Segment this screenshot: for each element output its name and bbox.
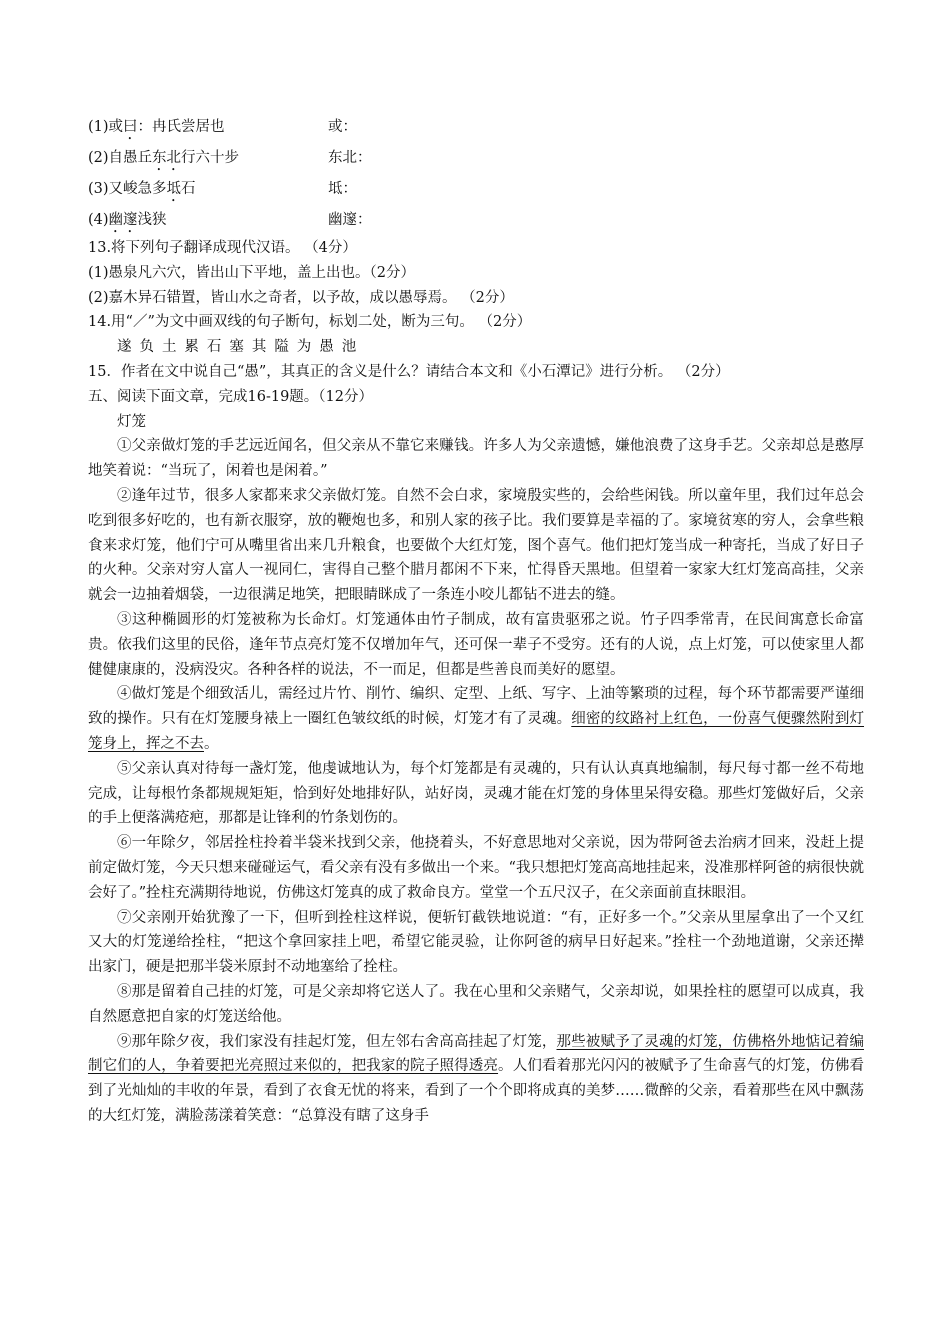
article-paragraph-2: ②逢年过节，很多人家都来求父亲做灯笼。自然不会白求，家境殷实些的，会给些闲钱。所以童年里，我们过年总会吃到很多好吃的，也有新衣服穿，放的鞭炮也多，和别人家的孩子比。我们要算是幸福的了。家境贫寒的穷人，会拿些粮食来求灯笼，他们宁可从嘴里省出来几升粮食，也要做个大红灯笼，图个喜气。他们把灯笼当成一种寄托，当成了好日子的火种。父亲对穷人富人一视同仁，害得自己整个腊月都闲不下来，忙得昏天黑地。但望着一家家大红灯笼高高挂，父亲就会一边抽着烟袋，一边很满足地笑，把眼睛眯成了一条连小咬儿都钻不进去的缝。	[88, 487, 864, 604]
phrase-text: 石	[181, 181, 196, 197]
phrase-text: 行六十步	[181, 150, 240, 166]
dotted-word: 曰	[123, 119, 138, 135]
article-paragraph-1: ①父亲做灯笼的手艺远近闻名，但父亲从不靠它来赚钱。许多人为父亲遗憾，嫌他浪费了这身手艺。父亲却总是憨厚地笑着说：“当玩了，闲着也是闲着。”	[88, 438, 864, 480]
question-13-part-2: (2)嘉木异石错置，皆山水之奇者，以予故，成以愚辱焉。 （2分）	[88, 289, 514, 306]
phrase-text: 自愚丘	[108, 150, 153, 166]
exercise-row-2	[88, 143, 864, 174]
exercise-row-3	[88, 174, 864, 205]
exercise-row-4	[88, 205, 864, 236]
phrase-text: 或	[108, 119, 124, 135]
answer-blank: 坻：	[328, 181, 357, 197]
article-paragraph-9: ⑨那年除夕夜，我们家没有挂起灯笼，但左邻右舍高高挂起了灯笼，那些被赋予了灵魂的灯笼，仿佛格外地惦记着编制它们的人，争着要把光亮照过来似的，把我家的院子照得透亮。人们看着那光闪闪的被赋予了生命喜气的灯笼，仿佛看到了光灿灿的丰收的年景，看到了衣食无忧的将来，看到了一个个即将成真的美梦……微醉的父亲，看着那些在风中飘荡的大红灯笼，满脸荡漾着笑意：“总算没有瞎了这身手	[88, 1033, 865, 1124]
exam-page	[88, 112, 864, 1129]
phrase-text: 又峻急多	[108, 181, 167, 197]
question-13-part-1: (1)愚泉凡六穴，皆出山下平地，盖上出也。（2分）	[88, 264, 416, 281]
vocabulary-exercises	[88, 112, 864, 236]
item-number: (3)	[88, 181, 109, 197]
question-14-sentence: 遂负土累石塞其隘为愚池	[117, 339, 365, 356]
exercise-row-1	[88, 112, 864, 143]
article-paragraph-6: ⑥一年除夕，邻居拴柱拎着半袋米找到父亲，他挠着头，不好意思地对父亲说，因为带阿爸去治病才回来，没赶上提前定做灯笼，今天只想来碰碰运气，看父亲有没有多做出一个来。“我只想把灯笼高高地挂起来，没准那样阿爸的病很快就会好了。”拴柱充满期待地说，仿佛这灯笼真的成了救命良方。堂堂一个五尺汉子，在父亲面前直抹眼泪。	[88, 835, 864, 901]
phrase-text: ：冉氏尝居也	[137, 119, 225, 135]
item-number: (1)	[88, 119, 109, 135]
question-15: 15．作者在文中说自己“愚”，其真正的含义是什么？请结合本文和《小石潭记》进行分析。 （2分）	[88, 363, 730, 380]
article-paragraph-7: ⑦父亲刚开始犹豫了一下，但听到拴柱这样说，便斩钉截铁地说道：“有，正好多一个。”父亲从里屋拿出了一个又红又大的灯笼递给拴柱，“把这个拿回家挂上吧，希望它能灵验，让你阿爸的病早日好起来。”拴柱一个劲地道谢，父亲还撵出家门，硬是把那半袋米原封不动地塞给了拴柱。	[88, 909, 864, 976]
dotted-word: 东北	[152, 150, 182, 166]
article-paragraph-4: ④做灯笼是个细致活儿，需经过片竹、削竹、编织、定型、上纸、写字、上油等繁琐的过程，每个环节都需要严谨细致的操作。只有在灯笼腰身裱上一圈红色皱纹纸的时候，灯笼才有了灵魂。细密的纹路衬上红色，一份喜气便骤然附到灯笼身上，挥之不去。	[88, 686, 865, 752]
phrase-text: 浅狭	[137, 212, 167, 228]
item-number: (4)	[88, 212, 109, 228]
dotted-word: 坻	[166, 181, 182, 197]
section-5-heading: 五、阅读下面文章，完成16-19题。（12分）	[88, 388, 373, 405]
dotted-word: 幽邃	[108, 212, 138, 228]
answer-blank: 东北：	[328, 150, 372, 166]
article-paragraph-5: ⑤父亲认真对待每一盏灯笼，他虔诚地认为，每个灯笼都是有灵魂的，只有认认真真地编制，每尺每寸都一丝不苟地完成，让每根竹条都规规矩矩，恰到好处地排好队，站好岗，灵魂才能在灯笼的身体里呆得安稳。那些灯笼做好后，父亲的手上便落满疮疤，那都是让锋利的竹条划伤的。	[88, 760, 864, 827]
item-number: (2)	[88, 150, 109, 166]
answer-blank: 或：	[328, 119, 357, 135]
question-13: 13.将下列句子翻译成现代汉语。 （4分）	[88, 240, 357, 256]
question-14: 14.用“／”为文中画双线的句子断句，标划二处，断为三句。 （2分）	[88, 314, 532, 331]
underlined-sentence: 那些被赋予了灵魂的灯笼，仿佛格外地惦记着编制它们的人，争着要把光亮照过来似的，把我家的院子照得透亮	[88, 1033, 864, 1075]
article-title: 灯笼	[117, 413, 146, 430]
underlined-sentence: 细密的纹路衬上红色，一份喜气便骤然附到灯笼身上，挥之不去	[88, 711, 865, 752]
article-paragraph-8: ⑧那是留着自己挂的灯笼，可是父亲却将它送人了。我在心里和父亲赌气，父亲却说，如果拴柱的愿望可以成真，我自然愿意把自家的灯笼送给他。	[88, 983, 864, 1025]
answer-blank: 幽邃：	[328, 212, 372, 228]
article-paragraph-3: ③这种椭圆形的灯笼被称为长命灯。灯笼通体由竹子制成，故有富贵驱邪之说。竹子四季常青，在民间寓意长命富贵。依我们这里的民俗，逢年节点亮灯笼不仅增加年气，还可保一辈子不受穷。还有的人说，点上灯笼，可以使家里人都健健康康的，没病没灾。各种各样的说法，不一而足，但都是些善良而美好的愿望。	[88, 611, 864, 678]
